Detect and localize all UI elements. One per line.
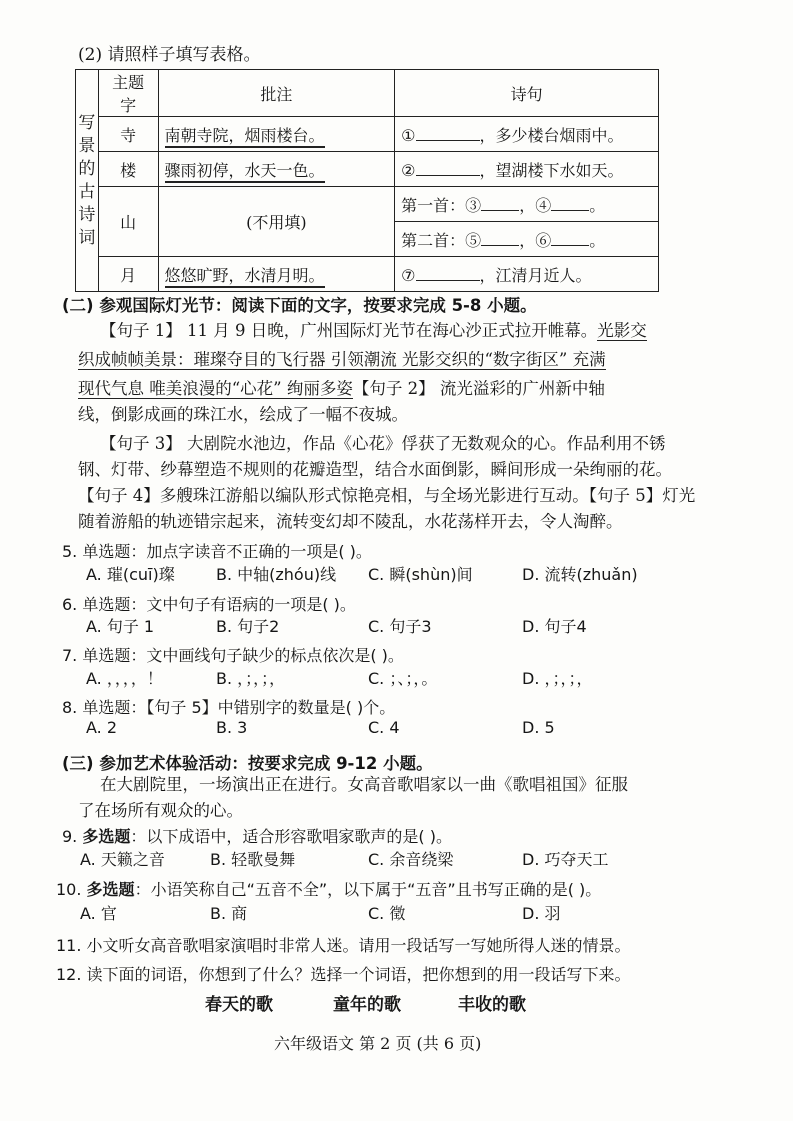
option-d[interactable]: D. 流转(zhuǎn) bbox=[522, 565, 638, 584]
question-11: 11. 小文听女高音歌唱家演唱时非常人迷。请用一段话写一写她所得人迷的情景。 bbox=[56, 936, 631, 955]
question-6: 6. 单选题：文中句子有语病的一项是( )。 bbox=[62, 595, 356, 614]
passage-line: 织成帧帧美景：璀璨夺目的飞行器 引领潮流 光影交织的“数字街区” 充满 bbox=[78, 350, 606, 369]
note-text: 骤雨初停，水天一色。 bbox=[165, 161, 325, 183]
note-text: 南朝寺院，烟雨楼台。 bbox=[165, 126, 325, 148]
option-a[interactable]: A. 官 bbox=[80, 904, 117, 923]
option-a[interactable]: A. 句子 1 bbox=[86, 617, 155, 636]
header-verse: 诗句 bbox=[395, 70, 659, 117]
verse-cell: ② ，望湖楼下水如天。 bbox=[395, 152, 659, 187]
table-row: 月 悠悠旷野，水清月明。 ⑦ ，江清月近人。 bbox=[76, 257, 659, 292]
option-d[interactable]: D. 句子4 bbox=[522, 617, 587, 636]
intro-line: 了在场所有观众的心。 bbox=[78, 801, 243, 820]
option-c[interactable]: C. 句子3 bbox=[368, 617, 432, 636]
option-d[interactable]: D. 羽 bbox=[522, 904, 561, 923]
option-d[interactable]: D. 5 bbox=[522, 718, 555, 737]
verse-cell: 第一首：③ ，④ 。 bbox=[395, 187, 659, 222]
option-c[interactable]: C. 余音绕梁 bbox=[368, 850, 454, 869]
option-c[interactable]: C. 4 bbox=[368, 718, 400, 737]
verse-cell: ① ，多少楼台烟雨中。 bbox=[395, 117, 659, 152]
intro-line: 在大剧院里，一场演出正在进行。女高音歌唱家以一曲《歌唱祖国》征服 bbox=[100, 775, 628, 794]
word-choice[interactable]: 童年的歌 bbox=[333, 995, 401, 1015]
option-b[interactable]: B. 轻歌曼舞 bbox=[210, 850, 296, 869]
header-note: 批注 bbox=[158, 70, 395, 117]
passage-line: 【句子 4】多艘珠江游船以编队形式惊艳亮相，与全场光影进行互动。【句子 5】灯光 bbox=[78, 486, 696, 505]
answer-blank[interactable] bbox=[416, 279, 480, 281]
option-b[interactable]: B. 中轴(zhóu)线 bbox=[216, 565, 337, 584]
option-b[interactable]: B. 3 bbox=[216, 718, 248, 737]
question-12: 12. 读下面的词语，你想到了什么？选择一个词语，把你想到的用一段话写下来。 bbox=[56, 965, 631, 984]
table-row: 楼 骤雨初停，水天一色。 ② ，望湖楼下水如天。 bbox=[76, 152, 659, 187]
table-row: 寺 南朝寺院，烟雨楼台。 ① ，多少楼台烟雨中。 bbox=[76, 117, 659, 152]
answer-blank[interactable] bbox=[416, 139, 480, 141]
page-footer: 六年级语文 第 2 页 (共 6 页) bbox=[274, 1034, 482, 1053]
question-8: 8. 单选题：【句子 5】中错别字的数量是( )个。 bbox=[62, 698, 396, 717]
passage-line: 钢、灯带、纱幕塑造不规则的花瓣造型，结合水面倒影，瞬间形成一朵绚丽的花。 bbox=[78, 460, 672, 479]
table-row: 山 (不用填) 第一首：③ ，④ 。 bbox=[76, 187, 659, 222]
option-c[interactable]: C. 瞬(shùn)间 bbox=[368, 565, 473, 584]
option-a[interactable]: A. ，，，，！ bbox=[86, 669, 163, 688]
option-b[interactable]: B. 商 bbox=[210, 904, 248, 923]
note-text: 悠悠旷野，水清月明。 bbox=[165, 266, 325, 288]
verse-cell: 第二首：⑤ ，⑥ 。 bbox=[395, 222, 659, 257]
passage-line: 【句子 3】 大剧院水池边，作品《心花》俘获了无数观众的心。作品利用不锈 bbox=[100, 434, 666, 453]
answer-blank[interactable] bbox=[551, 209, 589, 211]
option-a[interactable]: A. 璀(cuī)璨 bbox=[86, 565, 175, 584]
header-theme: 主题字 bbox=[98, 70, 158, 117]
passage-line: 现代气息 唯美浪漫的“心花” 绚丽多姿【句子 2】 流光溢彩的广州新中轴 bbox=[78, 379, 605, 398]
option-c[interactable]: C. 徵 bbox=[368, 904, 406, 923]
answer-blank[interactable] bbox=[481, 244, 519, 246]
table-side-label: 写 景 的 古 诗 词 bbox=[76, 70, 99, 292]
question-10: 10. 多选题：小语笑称自己“五音不全”，以下属于“五音”且书写正确的是( )。 bbox=[56, 880, 602, 899]
question-5: 5. 单选题：加点字读音不正确的一项是( )。 bbox=[62, 542, 372, 561]
option-c[interactable]: C. ；、；，。 bbox=[368, 669, 438, 688]
word-choice[interactable]: 春天的歌 bbox=[205, 995, 273, 1015]
question-2-heading: (2) 请照样子填写表格。 bbox=[78, 45, 261, 65]
option-a[interactable]: A. 2 bbox=[86, 718, 118, 737]
section-3-heading: (三) 参加艺术体验活动：按要求完成 9-12 小题。 bbox=[62, 754, 433, 773]
option-a[interactable]: A. 天籁之音 bbox=[80, 850, 165, 869]
answer-blank[interactable] bbox=[551, 244, 589, 246]
word-choice[interactable]: 丰收的歌 bbox=[458, 995, 526, 1015]
answer-blank[interactable] bbox=[481, 209, 519, 211]
question-7: 7. 单选题：文中画线句子缺少的标点依次是( )。 bbox=[62, 646, 404, 665]
question-9: 9. 多选题：以下成语中，适合形容歌唱家歌声的是( )。 bbox=[62, 827, 452, 846]
poem-table bbox=[75, 69, 659, 292]
passage-line: 随着游船的轨迹错宗起来，流转变幻却不陵乱，水花荡样开去，令人淘醉。 bbox=[78, 512, 623, 531]
option-d[interactable]: D. 巧夺天工 bbox=[522, 850, 609, 869]
option-b[interactable]: B. 句子2 bbox=[216, 617, 280, 636]
passage-line: 线，倒影成画的珠江水，绘成了一幅不夜城。 bbox=[78, 405, 408, 424]
section-2-heading: (二) 参观国际灯光节：阅读下面的文字，按要求完成 5-8 小题。 bbox=[62, 296, 537, 315]
passage-line: 【句子 1】 11 月 9 日晚，广州国际灯光节在海心沙正式拉开帷幕。光影交 bbox=[100, 321, 647, 340]
option-d[interactable]: D. ，；，；， bbox=[522, 669, 593, 688]
answer-blank[interactable] bbox=[416, 174, 480, 176]
option-b[interactable]: B. ，；，；， bbox=[216, 669, 286, 688]
verse-cell: ⑦ ，江清月近人。 bbox=[395, 257, 659, 292]
